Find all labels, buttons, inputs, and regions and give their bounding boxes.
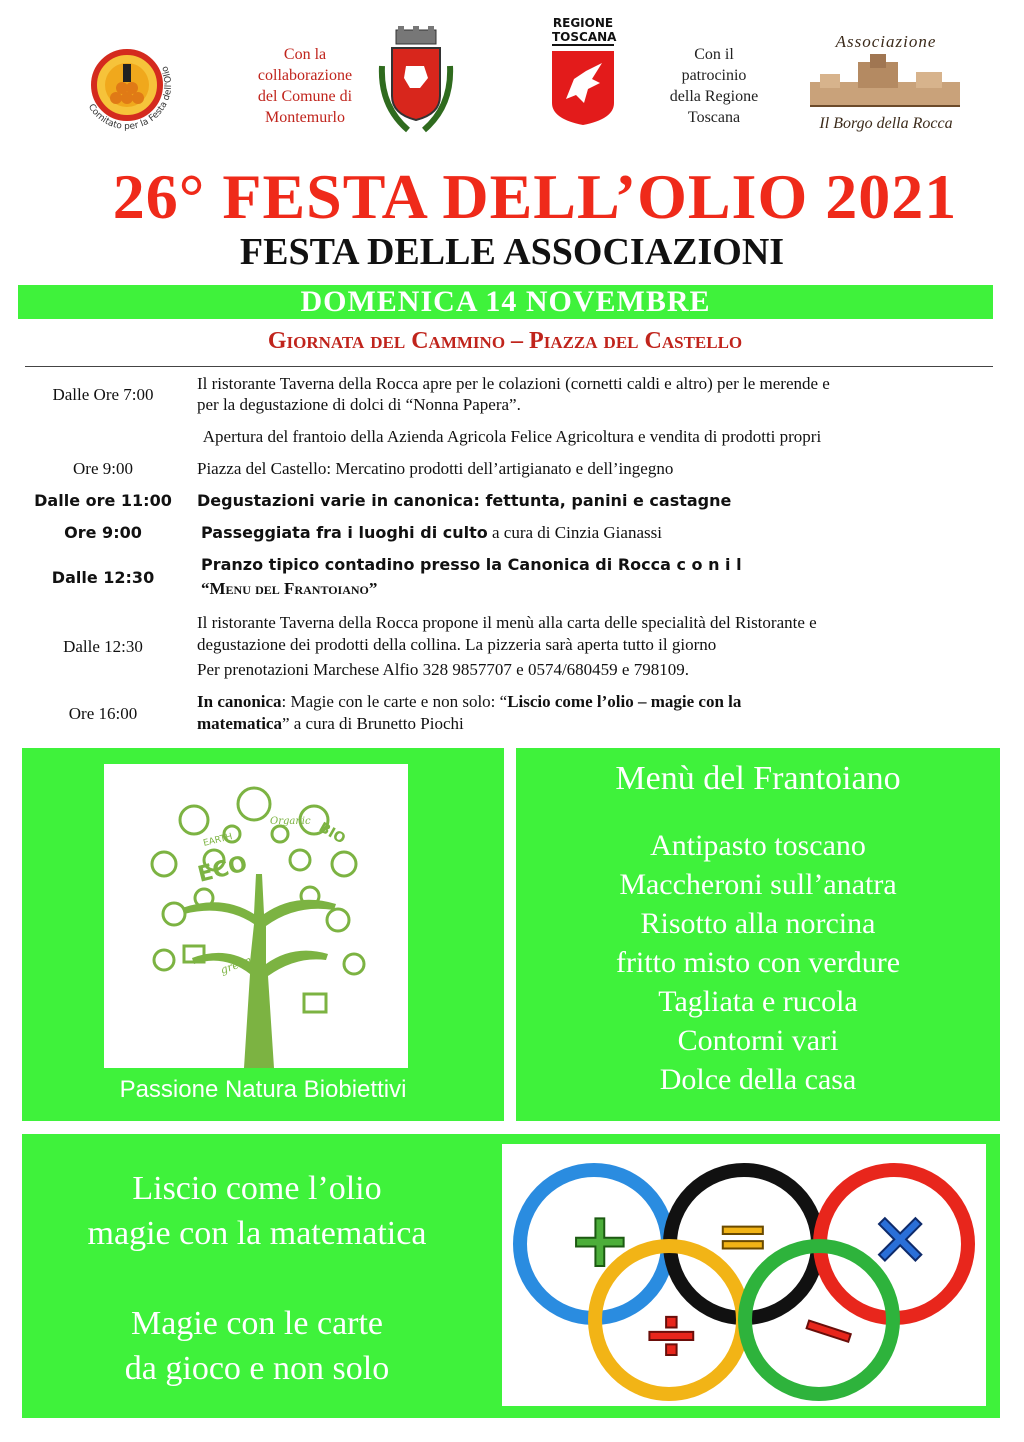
regione-label-1: REGIONE [552, 16, 614, 30]
patrocinio-text [656, 44, 772, 128]
schedule-time-4: Dalle ore 11:00 [34, 491, 172, 510]
liscio-line-5: da gioco e non solo [124, 1350, 390, 1387]
schedule-desc-6-line-2: “Menu del Frantoiano” [201, 579, 378, 598]
schedule-desc-7-line-1: Il ristorante Taverna della Rocca propone il menù alla carta delle specialità del Ristorante e [197, 613, 817, 632]
associazione-bottom-text: Il Borgo della Rocca [819, 115, 953, 132]
comitato-ring-text: Comitato per la Festa dell'Olio [85, 64, 175, 133]
tree-box [22, 748, 504, 1121]
schedule-desc-3: Piazza del Castello: Mercatino prodotti dell’artigianato e dell’ingegno [197, 459, 674, 478]
schedule-desc-6 [201, 553, 991, 601]
schedule-desc-7-line-3: Per prenotazioni Marchese Alfio 328 9857707 e 0574/680459 e 798109. [197, 660, 689, 679]
liscio-box [22, 1134, 1000, 1418]
tree-icon [104, 764, 408, 1068]
schedule-time-3: Ore 9:00 [73, 459, 133, 478]
menu-item-1: Antipasto toscano [650, 829, 866, 862]
menu-item-3: Risotto alla norcina [640, 907, 876, 940]
associazione-logo [806, 32, 966, 142]
event-date-bar: DOMENICA 14 NOVEMBRE [18, 285, 993, 319]
divider [25, 366, 993, 367]
giornata-heading: Giornata del Cammino – Piazza del Castello [267, 328, 743, 354]
comune-line-4: Montemurlo [265, 109, 345, 126]
menu-item-7: Dolce della casa [659, 1063, 857, 1096]
schedule-desc-1 [197, 373, 987, 415]
schedule-desc-8-b3: matematica [197, 714, 282, 733]
schedule-desc-5 [201, 522, 991, 543]
menu-list [516, 826, 1000, 1099]
math-rings-image [502, 1144, 986, 1406]
math-rings-icon [502, 1144, 986, 1406]
schedule-desc-7 [197, 612, 987, 681]
liscio-line-1: Liscio come l’olio [132, 1170, 382, 1207]
schedule-desc-8-t2: ” a cura di Brunetto Piochi [281, 714, 464, 733]
minus-icon: − [788, 1281, 870, 1378]
patrocinio-line-4: Toscana [687, 109, 741, 126]
schedule-time-8: Ore 16:00 [68, 704, 138, 723]
schedule-desc-6-line-1: Pranzo tipico contadino presso la Canonica di Rocca c o n i l [201, 555, 742, 574]
tree-image-frame [104, 764, 408, 1068]
schedule-desc-8-t1: : Magie con le carte e non solo: “ [281, 692, 508, 711]
liscio-line-2: magie con la matematica [87, 1215, 427, 1252]
village-illustration [806, 52, 966, 110]
tree-word-earth: EARTH [202, 832, 234, 849]
event-subtitle: FESTA DELLE ASSOCIAZIONI [239, 231, 785, 273]
schedule-desc-8-b1: In canonica [197, 692, 282, 711]
tree-word-bio: BIO [316, 819, 349, 848]
schedule-time-7: Dalle 12:30 [63, 637, 143, 656]
patrocinio-line-3: della Regione [669, 88, 759, 105]
comune-collab-text [250, 44, 360, 128]
patrocinio-line-1: Con il [694, 46, 734, 63]
schedule-desc-7-line-2: degustazione dei prodotti della collina. La pizzeria sarà aperta tutto il giorno [197, 635, 717, 654]
montemurlo-crest [374, 26, 458, 138]
comune-line-3: del Comune di [257, 88, 353, 105]
menu-item-4: fritto misto con verdure [615, 946, 901, 979]
comitato-logo [72, 30, 182, 140]
schedule-desc-1-line-1: Il ristorante Taverna della Rocca apre per le colazioni (cornetti caldi e altro) per le merende e [197, 374, 830, 393]
menu-box [516, 748, 1000, 1121]
times-icon: × [870, 1195, 931, 1279]
schedule-desc-8 [197, 691, 987, 735]
menu-item-5: Tagliata e rucola [658, 985, 858, 1018]
divide-icon: ÷ [642, 1293, 701, 1375]
schedule-frantoio: Apertura del frantoio della Azienda Agricola Felice Agricoltura e vendita di prodotti propri [202, 427, 822, 446]
menu-title: Menù del Frantoiano [615, 760, 901, 797]
tree-word-eco: ECO [195, 851, 250, 888]
comune-line-1: Con la [283, 46, 327, 63]
tree-word-green: green [218, 953, 254, 977]
schedule-desc-4: Degustazioni varie in canonica: fettunta, panini e castagne [197, 491, 732, 510]
menu-item-2: Maccheroni sull’anatra [619, 868, 897, 901]
tree-word-organic: Organic [270, 816, 311, 827]
liscio-text [22, 1166, 492, 1391]
menu-item-6: Contorni vari [677, 1024, 839, 1057]
liscio-line-3 [22, 1256, 492, 1301]
schedule-desc-1-line-2: per la degustazione di dolci di “Nonna Papera”. [197, 395, 521, 414]
associazione-top-text: Associazione [835, 32, 937, 51]
patrocinio-line-2: patrocinio [681, 67, 747, 84]
schedule-time-5: Ore 9:00 [64, 523, 142, 542]
schedule-time-6: Dalle 12:30 [51, 568, 155, 587]
regione-label-2: TOSCANA [552, 30, 617, 44]
pegasus-icon [546, 49, 620, 127]
equals-icon: = [716, 1200, 770, 1274]
schedule-desc-5-bold: Passeggiata fra i luoghi di culto [201, 523, 488, 542]
regione-toscana-logo [546, 16, 620, 126]
schedule-time-1: Dalle Ore 7:00 [52, 385, 154, 404]
comune-line-2: collaborazione [257, 67, 353, 84]
schedule-desc-5-rest: a cura di Cinzia Gianassi [487, 523, 662, 542]
liscio-line-4: Magie con le carte [130, 1305, 384, 1342]
tree-caption: Passione Natura Biobiettivi [119, 1076, 407, 1103]
schedule-desc-8-b2: Liscio come l’olio – magie con la [507, 692, 742, 711]
event-title: 26° FESTA DELL’OLIO 2021 [112, 161, 958, 232]
plus-icon: + [568, 1195, 632, 1284]
